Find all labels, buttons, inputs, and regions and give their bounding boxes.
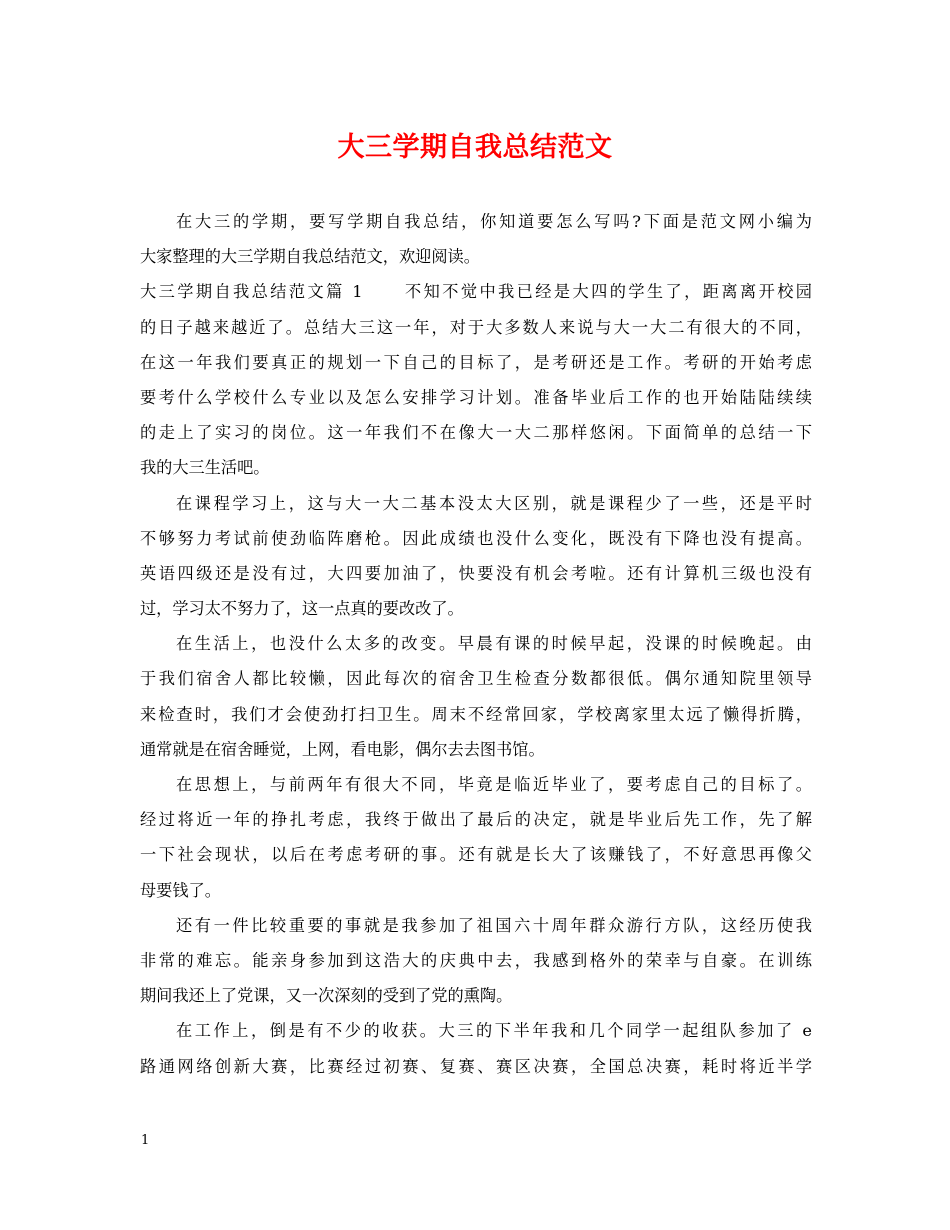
- page-number: 1: [141, 1133, 150, 1148]
- text-line: 在思想上，与前两年有很大不同，毕竟是临近毕业了，要考虑自己的目标了。: [176, 775, 812, 794]
- text-line: 不够努力考试前使劲临阵磨枪。因此成绩也没什么变化，既没有下降也没有提高。: [140, 528, 812, 548]
- text-line: 过，学习太不努力了，这一点真的要改改了。: [140, 599, 464, 619]
- text-line: 英语四级还是没有过，大四要加油了，快要没有机会考啦。还有计算机三级也没有: [140, 563, 812, 583]
- text-line: 母要钱了。: [140, 880, 221, 900]
- text-line: [140, 274, 812, 309]
- text-line: 通常就是在宿舍睡觉，上网，看电影，偶尔去去图书馆。: [140, 739, 545, 759]
- text-line: 在生活上，也没什么太多的改变。早晨有课的时候早起，没课的时候晚起。由: [176, 634, 812, 654]
- text-line: 路通网络创新大赛，比赛经过初赛、复赛、赛区决赛，全国总决赛，耗时将近半学: [140, 1056, 812, 1076]
- text-line: 于我们宿舍人都比较懒，因此每次的宿舍卫生检查分数都很低。偶尔通知院里领导: [140, 669, 812, 689]
- text-line: 在工作上，倒是有不少的收获。大三的下半年我和几个同学一起组队参加了 e: [176, 1021, 812, 1041]
- text-line: 在课程学习上，这与大一大二基本没太大区别，就是课程少了一些，还是平时: [176, 493, 812, 513]
- text-line: 期间我还上了党课，又一次深刻的受到了党的熏陶。: [140, 986, 513, 1006]
- text-line: 大家整理的大三学期自我总结范文，欢迎阅读。: [140, 247, 480, 267]
- text-line: 的日子越来越近了。总结大三这一年，对于大多数人来说与大一大二有很大的不同，: [140, 317, 812, 337]
- text-line: 非常的难忘。能亲身参加到这浩大的庆典中去，我感到格外的荣幸与自豪。在训练: [140, 950, 812, 970]
- text-line: 在这一年我们要真正的规划一下自己的目标了，是考研还是工作。考研的开始考虑: [140, 352, 812, 372]
- text-line: 我的大三生活吧。: [140, 458, 270, 478]
- document-body: [140, 204, 812, 1084]
- text-span: 不知不觉中我已经是大四的学生了，距离离开校园: [402, 282, 812, 302]
- text-line: 在大三的学期，要写学期自我总结，你知道要怎么写吗?下面是范文网小编为: [176, 212, 812, 231]
- text-line: 的走上了实习的岗位。这一年我们不在像大一大二那样悠闲。下面简单的总结一下: [140, 423, 812, 443]
- document-title: 大三学期自我总结范文: [337, 132, 613, 163]
- text-line: 来检查时，我们才会使劲打扫卫生。周末不经常回家，学校离家里太远了懒得折腾，: [140, 704, 812, 724]
- text-line: 还有一件比较重要的事就是我参加了祖国六十周年群众游行方队，这经历使我: [176, 915, 812, 935]
- text-line: 一下社会现状，以后在考虑考研的事。还有就是长大了该赚钱了，不好意思再像父: [140, 845, 812, 865]
- text-line: 要考什么学校什么专业以及怎么安排学习计划。准备毕业后工作的也开始陆陆续续: [140, 387, 812, 407]
- section-heading: 大三学期自我总结范文篇 1: [140, 282, 363, 302]
- text-line: 经过将近一年的挣扎考虑，我终于做出了最后的决定，就是毕业后先工作，先了解: [140, 810, 812, 830]
